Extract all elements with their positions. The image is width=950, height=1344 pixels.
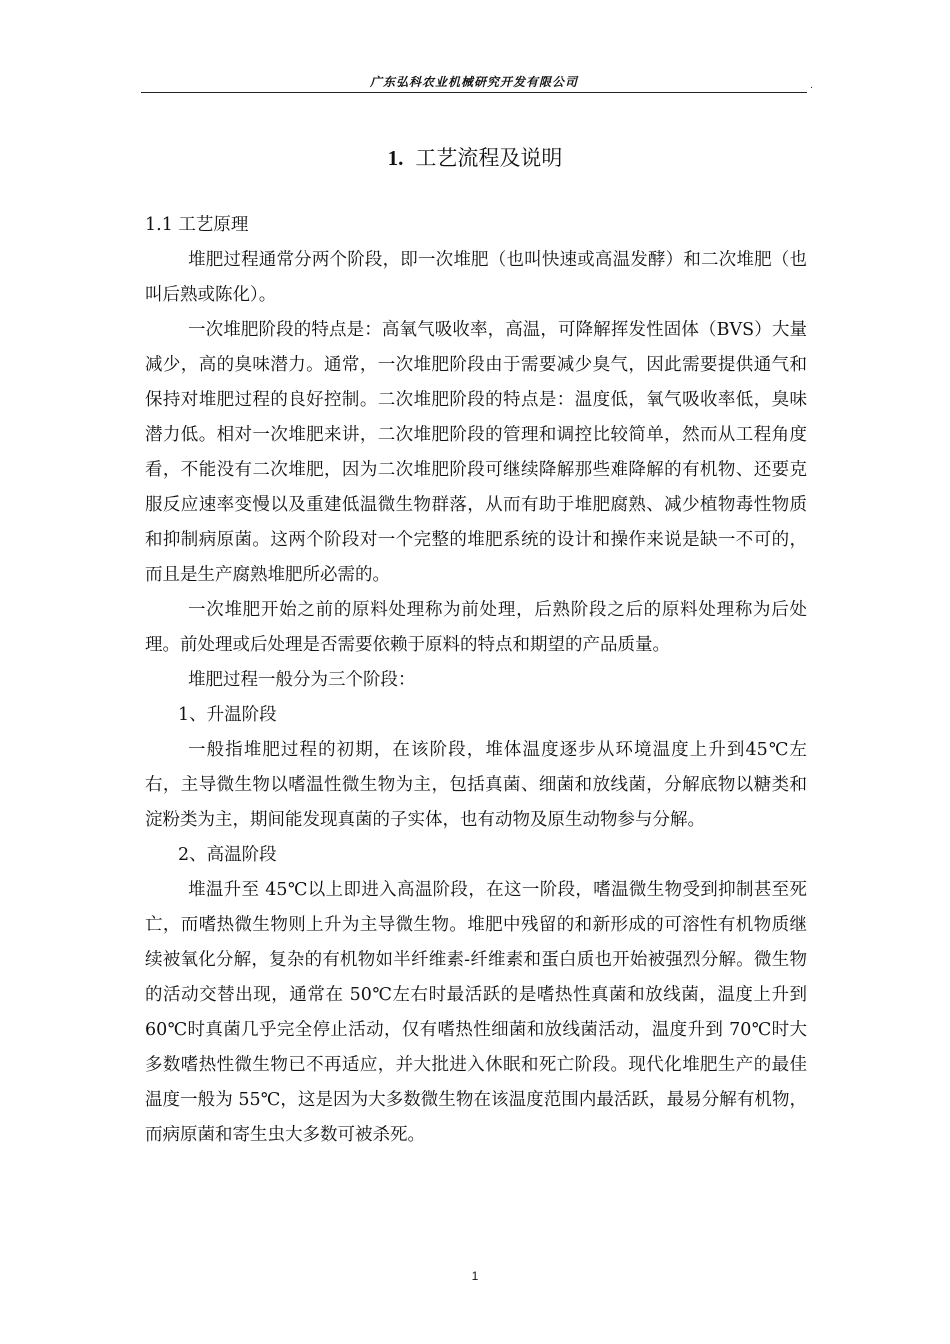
paragraph: 堆温升至 45℃以上即进入高温阶段，在这一阶段，嗜温微生物受到抑制甚至死亡，而嗜热微生物则上升为主导微生物。堆肥中残留的和新形成的可溶性有机物质继续被氧化分解，复杂的有机物如半纤维素-纤维素和蛋白质也开始被强烈分解。微生物的活动交替出现，通常在 50℃左右时最活跃的是嗜热性真菌和放线菌，温度上升到 60℃时真菌几乎完全停止活动，仅有嗜热性细菌和放线菌活动，温度升到 70℃时大多数嗜热性微生物已不再适应，并大批进入休眠和死亡阶段。现代化堆肥生产的最佳温度一般为 55℃，这是因为大多数微生物在该温度范围内最活跃，最易分解有机物，而病原菌和寄生虫大多数可被杀死。 (145, 880, 807, 1145)
section-heading: 1.1 工艺原理 (145, 215, 249, 235)
subsection-heading: 2、高温阶段 (178, 845, 277, 865)
subsection-heading: 1、升温阶段 (178, 705, 277, 725)
page-header (141, 72, 813, 93)
paragraph: 一次堆肥阶段的特点是：高氧气吸收率，高温，可降解挥发性固体（BVS）大量减少，高的臭味潜力。通常，一次堆肥阶段由于需要减少臭气，因此需要提供通气和保持对堆肥过程的良好控制。二次堆肥阶段的特点是：温度低，氧气吸收率低，臭味潜力低。相对一次堆肥来讲，二次堆肥阶段的管理和调控比较简单，然而从工程角度看，不能没有二次堆肥，因为二次堆肥阶段可继续降解那些难降解的有机物、还要克服反应速率变慢以及重建低温微生物群落，从而有助于堆肥腐熟、减少植物毒性物质和抑制病原菌。这两个阶段对一个完整的堆肥系统的设计和操作来说是缺一不可的，而且是生产腐熟堆肥所必需的。 (145, 320, 807, 585)
chapter-number: 1. (387, 146, 404, 170)
chapter-title-text: 工艺流程及说明 (415, 146, 563, 170)
paragraph: 一次堆肥开始之前的原料处理称为前处理，后熟阶段之后的原料处理称为后处理。前处理或后处理是否需要依赖于原料的特点和期望的产品质量。 (145, 600, 807, 655)
chapter-title (0, 143, 950, 173)
paragraph: 堆肥过程一般分为三个阶段： (188, 670, 416, 690)
paragraph: 一般指堆肥过程的初期，在该阶段，堆体温度逐步从环境温度上升到45℃左右，主导微生物以嗜温性微生物为主，包括真菌、细菌和放线菌，分解底物以糖类和淀粉类为主，期间能发现真菌的子实体，也有动物及原生动物参与分解。 (145, 740, 807, 830)
company-name: 广东弘科农业机械研究开发有限公司 (369, 75, 578, 89)
page-number: 1 (471, 1269, 479, 1283)
header-mark: . (810, 81, 813, 91)
paragraph: 堆肥过程通常分两个阶段，即一次堆肥（也叫快速或高温发酵）和二次堆肥（也叫后熟或陈化）。 (145, 250, 807, 305)
document-body (145, 208, 807, 1153)
